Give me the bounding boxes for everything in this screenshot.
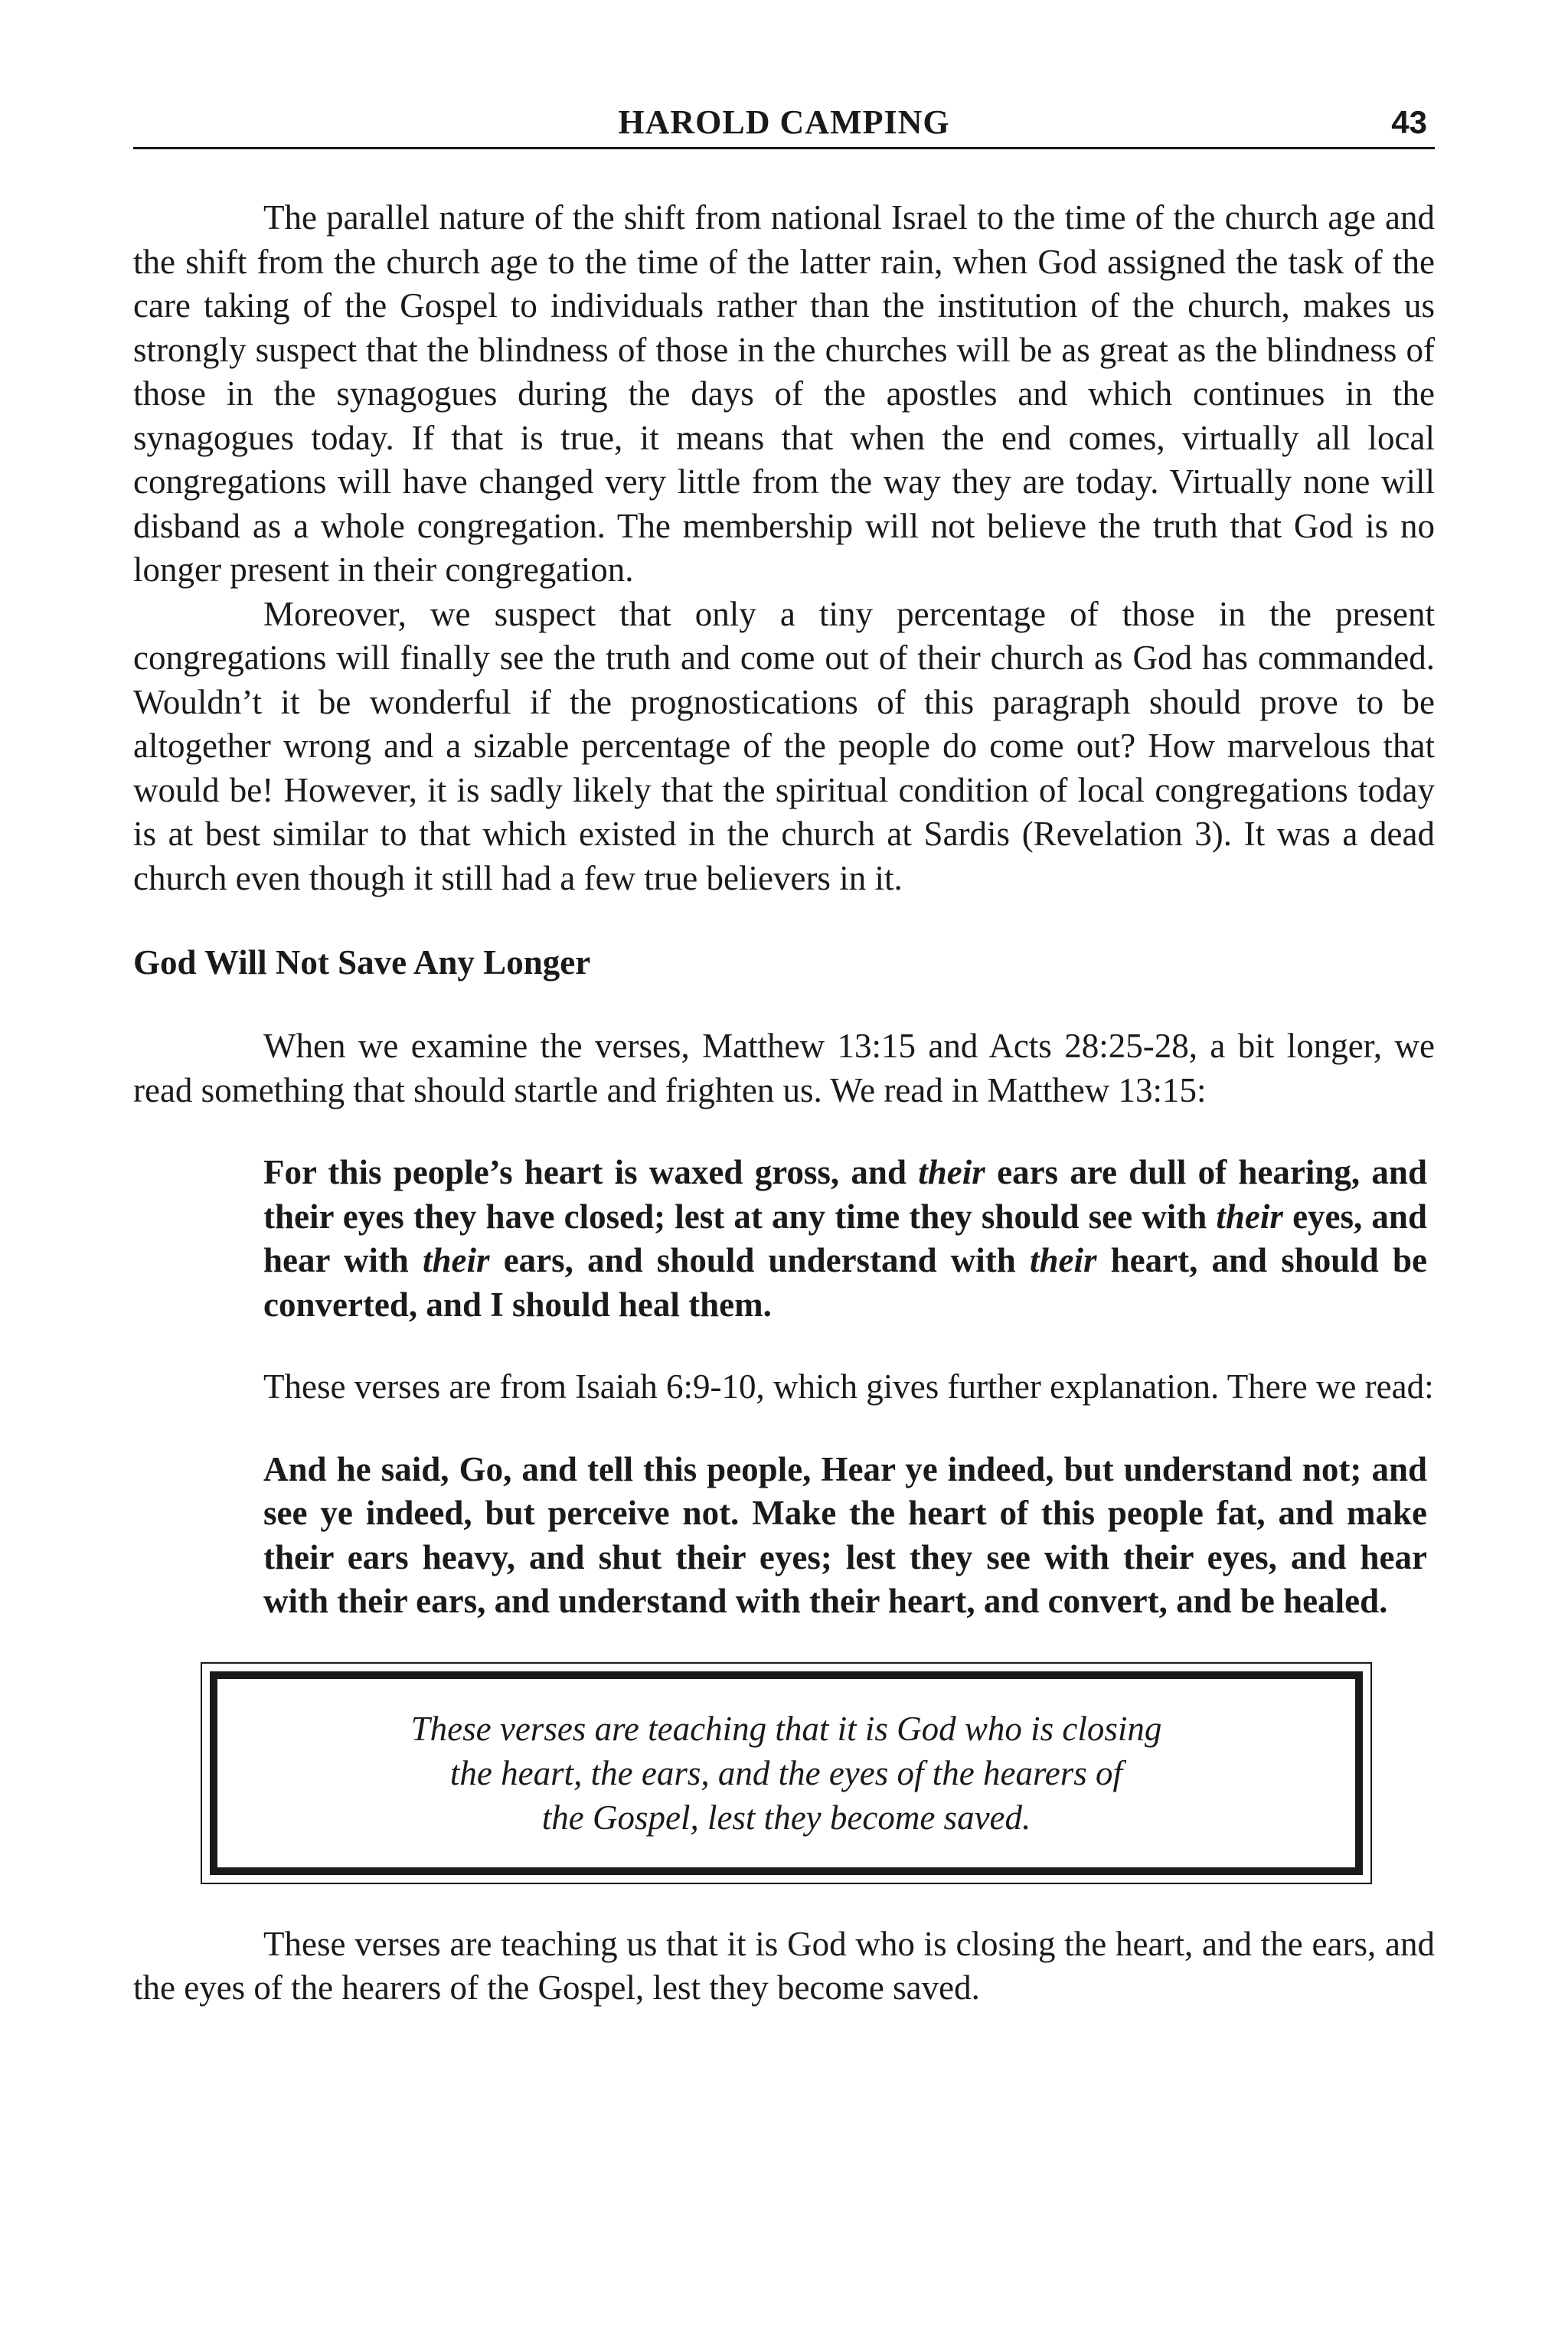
paragraph-2: Moreover, we suspect that only a tiny percentage of those in the present congregations will finally see the truth and come out of their church as God has commanded. Wouldn’t it be wonderful if the prognostications of this paragraph should prove to be altogether wrong and a sizable percentage of the people do come out? How marvelous that would be! However, it is sadly likely that the spiritual condition of local congregations today is at best similar to that which existed in the church at Sardis (Revelation 3). It was a dead church even though it still had a few true believers in it. bbox=[133, 594, 1435, 897]
spacer bbox=[133, 1624, 1435, 1662]
paragraph-3: When we examine the verses, Matthew 13:15 and Acts 28:25-28, a bit longer, we read something that should startle and frighten us. We read in Matthew 13:15: bbox=[133, 1027, 1435, 1109]
pull-quote-box bbox=[201, 1662, 1372, 1884]
spacer bbox=[133, 900, 1435, 940]
document-page bbox=[133, 0, 1435, 2352]
page-number: 43 bbox=[1391, 104, 1427, 140]
paragraph-5: These verses are teaching us that it is God who is closing the heart, and the ears, and the eyes of the hearers of the Gospel, lest they become saved. bbox=[133, 1924, 1435, 2007]
quote-italic: their bbox=[1029, 1241, 1097, 1279]
quote-text: ears, and should understand with bbox=[489, 1241, 1030, 1279]
pull-quote-frame bbox=[210, 1671, 1363, 1875]
spacer bbox=[133, 985, 1435, 1024]
spacer bbox=[133, 1410, 1435, 1448]
body-text bbox=[133, 196, 1435, 2011]
quote-italic: their bbox=[423, 1241, 490, 1279]
pull-quote-text bbox=[327, 1707, 1246, 1840]
pull-quote-line: the heart, the ears, and the eyes of the hearers of bbox=[449, 1753, 1123, 1792]
scripture-quote-isaiah: And he said, Go, and tell this people, Hear ye indeed, but understand not; and see ye indeed, but perceive not. Make the heart of this people fat, and make their ears heavy, and shut their eyes; lest they see with their eyes, and hear with their ears, and understand with their heart, and convert, and be healed. bbox=[263, 1449, 1427, 1620]
spacer bbox=[133, 1884, 1435, 1922]
running-title: HAROLD CAMPING bbox=[618, 103, 950, 141]
pull-quote-line: These verses are teaching that it is God who is closing bbox=[410, 1709, 1162, 1748]
paragraph-4: These verses are from Isaiah 6:9-10, which gives further explanation. There we read: bbox=[263, 1367, 1434, 1406]
spacer bbox=[133, 1327, 1435, 1365]
pull-quote-line: the Gospel, lest they become saved. bbox=[541, 1798, 1031, 1837]
running-header bbox=[133, 98, 1435, 149]
spacer bbox=[133, 1112, 1435, 1151]
section-heading: God Will Not Save Any Longer bbox=[133, 943, 591, 982]
quote-italic: their bbox=[918, 1153, 985, 1191]
quote-italic: their bbox=[1216, 1197, 1283, 1236]
paragraph-1: The parallel nature of the shift from national Israel to the time of the church age and the shift from the church age to the time of the latter rain, when God assigned the task of the care taking of the Gospel to individuals rather than the institution of the church, makes us strongly suspect that the blindness of those in the churches will be as great as the blindness of those in the synagogues during the days of the apostles and which continues in the synagogues today. If that is true, it means that when the end comes, virtually all local congregations will have changed very little from the way they are today. Virtually none will disband as a whole congregation. The membership will not believe the truth that God is no longer present in their congregation. bbox=[133, 198, 1435, 589]
quote-text: ears are dull of hearing, and their eyes they have closed; lest at any time they should see with bbox=[263, 1153, 1427, 1236]
quote-text: eyes, and hear with bbox=[263, 1197, 1427, 1279]
scripture-quote-matthew bbox=[263, 1151, 1427, 1327]
quote-text: For this people’s heart is waxed gross, and bbox=[263, 1153, 919, 1191]
quote-text: heart, and should be converted, and I should heal them. bbox=[263, 1241, 1427, 1324]
